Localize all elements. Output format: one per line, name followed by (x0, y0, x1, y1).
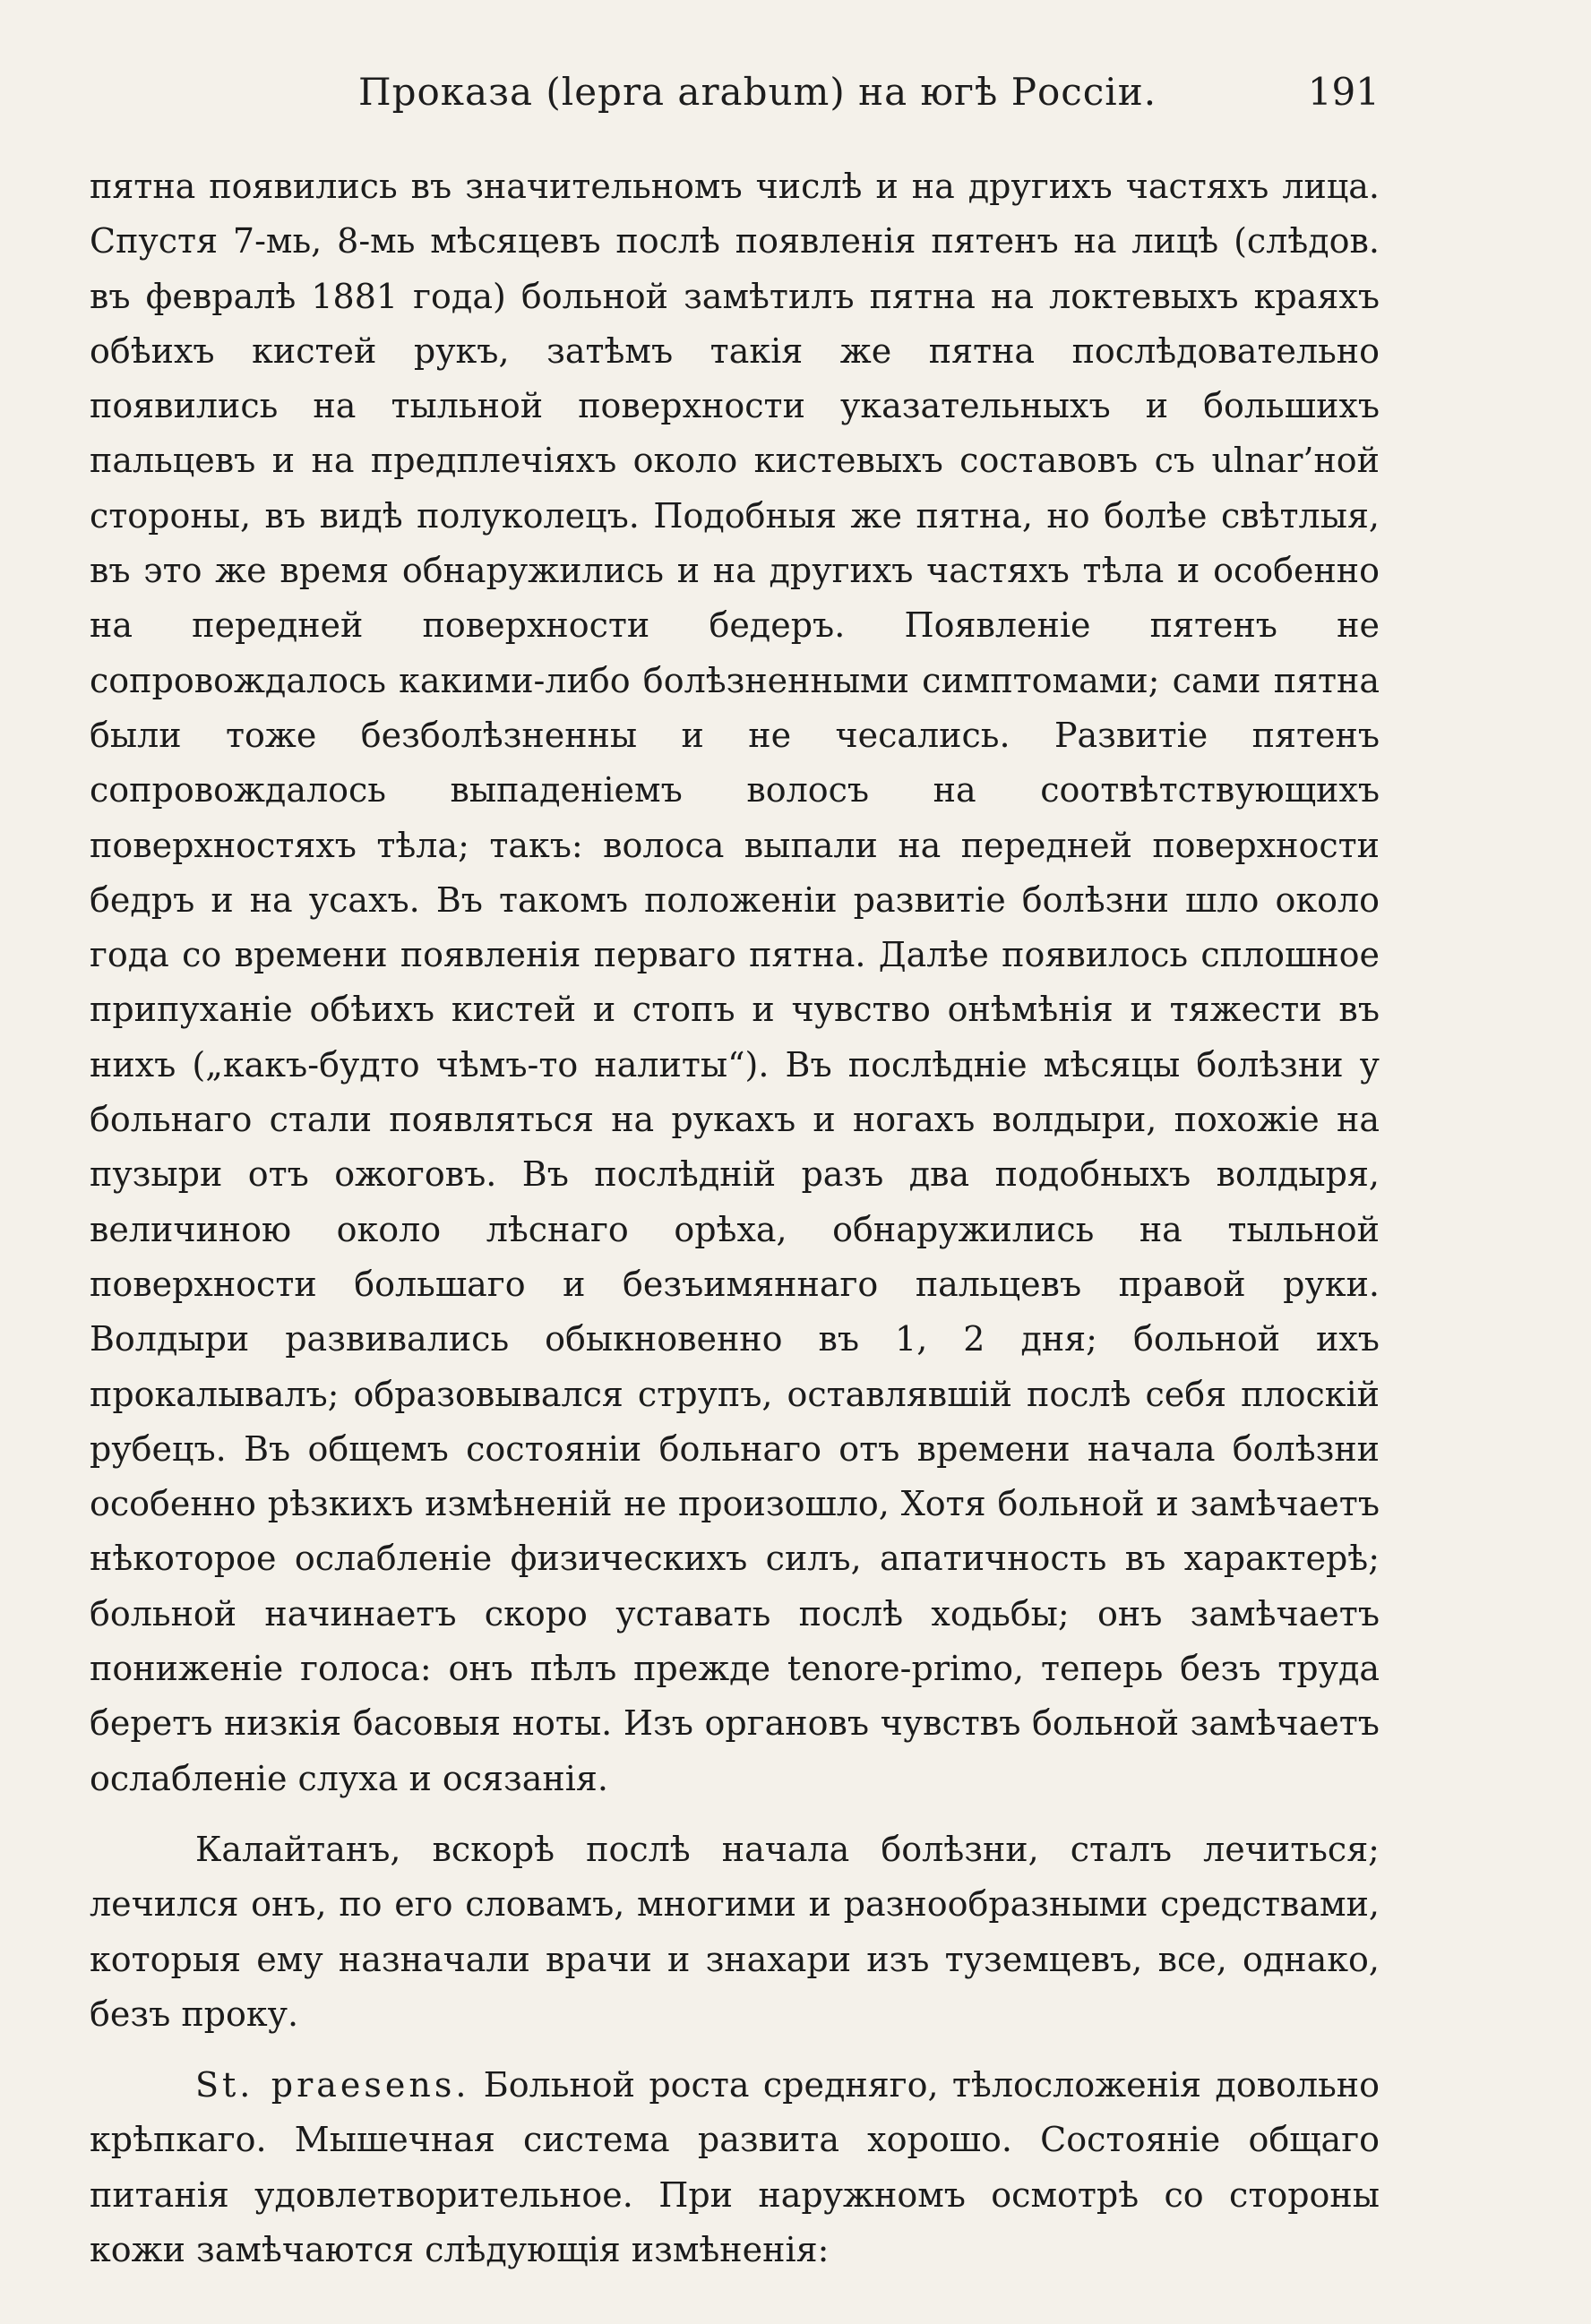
paragraph-text: Калайтанъ, вскорѣ послѣ начала болѣзни, сталъ лечиться; лечился онъ, по его словамъ, многими и разнообразными средствами, которыя ему назначали врачи и знахари изъ туземцевъ, все, однако, безъ проку. (90, 1829, 1380, 2034)
running-title: Проказа (lepra arabum) на югѣ Россіи. (358, 70, 1157, 114)
status-praesens-label: St. praesens. (195, 2065, 470, 2105)
paragraph (90, 1822, 1380, 2042)
body-text (90, 159, 1380, 2277)
paragraph-text: Больной роста средняго, тѣлосложенія довольно крѣпкаго. Мышечная система развита хорошо. Состояніе общаго питанія удовлетворительное. При наружномъ осмотрѣ со стороны кожи замѣчаются слѣдующія измѣненія: (90, 2065, 1380, 2269)
paragraph-text: пятна появились въ значительномъ числѣ и на другихъ частяхъ лица. Спустя 7-мь, 8-мь мѣсяцевъ послѣ появленія пятенъ на лицѣ (слѣдов. въ февралѣ 1881 года) больной замѣтилъ пятна на локтевыхъ краяхъ обѣихъ кистей рукъ, затѣмъ такія же пятна послѣдовательно появились на тыльной поверхности указательныхъ и большихъ пальцевъ и на предплечіяхъ около кистевыхъ составовъ съ ulnar’ной стороны, въ видѣ полуколецъ. Подобныя же пятна, но болѣе свѣтлыя, въ это же время обнаружились и на другихъ частяхъ тѣла и особенно на передней поверхности бедеръ. Появленіе пятенъ не сопровождалось какими-либо болѣзненными симптомами; сами пятна были тоже безболѣзненны и не чесались. Развитіе пятенъ сопровождалось выпаденіемъ волосъ на соотвѣтствующихъ поверхностяхъ тѣла; такъ: волоса выпали на передней поверхности бедръ и на усахъ. Въ такомъ положеніи развитіе болѣзни шло около года со времени появленія перваго пятна. Далѣе появилось сплошное припуханіе обѣихъ кистей и стопъ и чувство онѣмѣнія и тяжести въ нихъ („какъ-будто чѣмъ-то налиты“). Въ послѣдніе мѣсяцы болѣзни у больнаго стали появляться на рукахъ и ногахъ волдыри, похожіе на пузыри отъ ожоговъ. Въ послѣдній разъ два подобныхъ волдыря, величиною около лѣснаго орѣха, обнаружились на тыльной поверхности большаго и безъимяннаго пальцевъ правой руки. Волдыри развивались обыкновенно въ 1, 2 дня; больной ихъ прокалывалъ; образовывался струпъ, оставлявшій послѣ себя плоскій рубецъ. Въ общемъ состояніи больнаго отъ времени начала болѣзни особенно рѣзкихъ измѣненій не произошло, Хотя больной и замѣчаетъ нѣкоторое ослабленіе физическихъ силъ, апатичность въ характерѣ; больной начинаетъ скоро уставать послѣ ходьбы; онъ замѣчаетъ пониженіе голоса: онъ пѣлъ прежде tenore-primo, теперь безъ труда беретъ низкія басовыя ноты. Изъ органовъ чувствъ больной замѣчаетъ ослабленіе слуха и осязанія. (90, 167, 1380, 1798)
paragraph (90, 2058, 1380, 2277)
page-number: 191 (1307, 70, 1380, 114)
page-header (358, 70, 1380, 133)
paragraph (90, 159, 1380, 1806)
